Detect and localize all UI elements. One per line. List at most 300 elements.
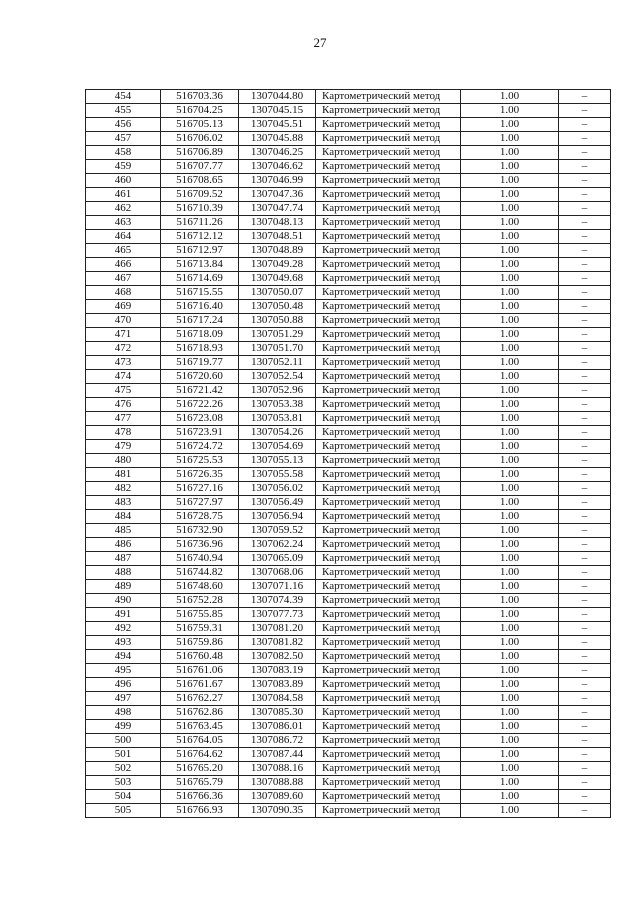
accuracy-cell: 1.00 bbox=[461, 90, 559, 104]
x-coordinate-cell: 516703.36 bbox=[161, 90, 239, 104]
y-coordinate-cell: 1307052.54 bbox=[239, 370, 316, 384]
y-coordinate-cell: 1307048.51 bbox=[239, 230, 316, 244]
point-number-cell: 464 bbox=[86, 230, 161, 244]
accuracy-cell: 1.00 bbox=[461, 482, 559, 496]
point-number-cell: 491 bbox=[86, 608, 161, 622]
y-coordinate-cell: 1307053.38 bbox=[239, 398, 316, 412]
x-coordinate-cell: 516718.09 bbox=[161, 328, 239, 342]
y-coordinate-cell: 1307049.68 bbox=[239, 272, 316, 286]
y-coordinate-cell: 1307083.19 bbox=[239, 664, 316, 678]
y-coordinate-cell: 1307052.11 bbox=[239, 356, 316, 370]
method-cell: Картометрический метод bbox=[316, 552, 461, 566]
note-cell: – bbox=[559, 608, 611, 622]
method-cell: Картометрический метод bbox=[316, 440, 461, 454]
note-cell: – bbox=[559, 524, 611, 538]
accuracy-cell: 1.00 bbox=[461, 664, 559, 678]
point-number-cell: 485 bbox=[86, 524, 161, 538]
point-number-cell: 465 bbox=[86, 244, 161, 258]
method-cell: Картометрический метод bbox=[316, 636, 461, 650]
x-coordinate-cell: 516728.75 bbox=[161, 510, 239, 524]
point-number-cell: 479 bbox=[86, 440, 161, 454]
note-cell: – bbox=[559, 90, 611, 104]
point-number-cell: 490 bbox=[86, 594, 161, 608]
method-cell: Картометрический метод bbox=[316, 510, 461, 524]
y-coordinate-cell: 1307087.44 bbox=[239, 748, 316, 762]
y-coordinate-cell: 1307086.01 bbox=[239, 720, 316, 734]
note-cell: – bbox=[559, 776, 611, 790]
method-cell: Картометрический метод bbox=[316, 230, 461, 244]
note-cell: – bbox=[559, 440, 611, 454]
point-number-cell: 484 bbox=[86, 510, 161, 524]
x-coordinate-cell: 516744.82 bbox=[161, 566, 239, 580]
method-cell: Картометрический метод bbox=[316, 174, 461, 188]
y-coordinate-cell: 1307077.73 bbox=[239, 608, 316, 622]
accuracy-cell: 1.00 bbox=[461, 748, 559, 762]
note-cell: – bbox=[559, 230, 611, 244]
point-number-cell: 459 bbox=[86, 160, 161, 174]
accuracy-cell: 1.00 bbox=[461, 244, 559, 258]
x-coordinate-cell: 516712.97 bbox=[161, 244, 239, 258]
table-row bbox=[86, 146, 611, 160]
point-number-cell: 469 bbox=[86, 300, 161, 314]
method-cell: Картометрический метод bbox=[316, 468, 461, 482]
note-cell: – bbox=[559, 118, 611, 132]
accuracy-cell: 1.00 bbox=[461, 104, 559, 118]
x-coordinate-cell: 516755.85 bbox=[161, 608, 239, 622]
x-coordinate-cell: 516710.39 bbox=[161, 202, 239, 216]
accuracy-cell: 1.00 bbox=[461, 734, 559, 748]
table-row bbox=[86, 524, 611, 538]
table-row bbox=[86, 202, 611, 216]
table-row bbox=[86, 762, 611, 776]
table-row bbox=[86, 216, 611, 230]
table-row bbox=[86, 496, 611, 510]
method-cell: Картометрический метод bbox=[316, 482, 461, 496]
y-coordinate-cell: 1307046.99 bbox=[239, 174, 316, 188]
table-row bbox=[86, 440, 611, 454]
method-cell: Картометрический метод bbox=[316, 538, 461, 552]
y-coordinate-cell: 1307071.16 bbox=[239, 580, 316, 594]
note-cell: – bbox=[559, 622, 611, 636]
accuracy-cell: 1.00 bbox=[461, 496, 559, 510]
table-row bbox=[86, 370, 611, 384]
point-number-cell: 496 bbox=[86, 678, 161, 692]
note-cell: – bbox=[559, 426, 611, 440]
point-number-cell: 466 bbox=[86, 258, 161, 272]
accuracy-cell: 1.00 bbox=[461, 636, 559, 650]
x-coordinate-cell: 516761.67 bbox=[161, 678, 239, 692]
note-cell: – bbox=[559, 146, 611, 160]
method-cell: Картометрический метод bbox=[316, 118, 461, 132]
y-coordinate-cell: 1307047.74 bbox=[239, 202, 316, 216]
method-cell: Картометрический метод bbox=[316, 776, 461, 790]
method-cell: Картометрический метод bbox=[316, 90, 461, 104]
accuracy-cell: 1.00 bbox=[461, 328, 559, 342]
table-row bbox=[86, 594, 611, 608]
table-row bbox=[86, 244, 611, 258]
note-cell: – bbox=[559, 566, 611, 580]
table-row bbox=[86, 664, 611, 678]
point-number-cell: 486 bbox=[86, 538, 161, 552]
accuracy-cell: 1.00 bbox=[461, 384, 559, 398]
y-coordinate-cell: 1307081.82 bbox=[239, 636, 316, 650]
x-coordinate-cell: 516740.94 bbox=[161, 552, 239, 566]
y-coordinate-cell: 1307054.69 bbox=[239, 440, 316, 454]
x-coordinate-cell: 516717.24 bbox=[161, 314, 239, 328]
x-coordinate-cell: 516724.72 bbox=[161, 440, 239, 454]
y-coordinate-cell: 1307056.02 bbox=[239, 482, 316, 496]
point-number-cell: 472 bbox=[86, 342, 161, 356]
method-cell: Картометрический метод bbox=[316, 314, 461, 328]
x-coordinate-cell: 516765.79 bbox=[161, 776, 239, 790]
table-row bbox=[86, 328, 611, 342]
accuracy-cell: 1.00 bbox=[461, 258, 559, 272]
coordinates-table bbox=[85, 89, 611, 818]
table-row bbox=[86, 342, 611, 356]
x-coordinate-cell: 516762.27 bbox=[161, 692, 239, 706]
accuracy-cell: 1.00 bbox=[461, 538, 559, 552]
point-number-cell: 456 bbox=[86, 118, 161, 132]
method-cell: Картометрический метод bbox=[316, 594, 461, 608]
x-coordinate-cell: 516712.12 bbox=[161, 230, 239, 244]
y-coordinate-cell: 1307051.29 bbox=[239, 328, 316, 342]
point-number-cell: 474 bbox=[86, 370, 161, 384]
point-number-cell: 475 bbox=[86, 384, 161, 398]
point-number-cell: 501 bbox=[86, 748, 161, 762]
table-row bbox=[86, 538, 611, 552]
point-number-cell: 473 bbox=[86, 356, 161, 370]
x-coordinate-cell: 516727.16 bbox=[161, 482, 239, 496]
method-cell: Картометрический метод bbox=[316, 342, 461, 356]
y-coordinate-cell: 1307068.06 bbox=[239, 566, 316, 580]
page-number: 27 bbox=[313, 35, 327, 50]
method-cell: Картометрический метод bbox=[316, 160, 461, 174]
accuracy-cell: 1.00 bbox=[461, 314, 559, 328]
table-row bbox=[86, 118, 611, 132]
y-coordinate-cell: 1307086.72 bbox=[239, 734, 316, 748]
table-row bbox=[86, 132, 611, 146]
y-coordinate-cell: 1307085.30 bbox=[239, 706, 316, 720]
table-row bbox=[86, 258, 611, 272]
note-cell: – bbox=[559, 650, 611, 664]
x-coordinate-cell: 516708.65 bbox=[161, 174, 239, 188]
point-number-cell: 487 bbox=[86, 552, 161, 566]
method-cell: Картометрический метод bbox=[316, 650, 461, 664]
note-cell: – bbox=[559, 356, 611, 370]
table-row bbox=[86, 720, 611, 734]
accuracy-cell: 1.00 bbox=[461, 160, 559, 174]
accuracy-cell: 1.00 bbox=[461, 188, 559, 202]
y-coordinate-cell: 1307059.52 bbox=[239, 524, 316, 538]
table-row bbox=[86, 622, 611, 636]
y-coordinate-cell: 1307047.36 bbox=[239, 188, 316, 202]
y-coordinate-cell: 1307083.89 bbox=[239, 678, 316, 692]
x-coordinate-cell: 516766.36 bbox=[161, 790, 239, 804]
y-coordinate-cell: 1307081.20 bbox=[239, 622, 316, 636]
point-number-cell: 498 bbox=[86, 706, 161, 720]
x-coordinate-cell: 516707.77 bbox=[161, 160, 239, 174]
method-cell: Картометрический метод bbox=[316, 580, 461, 594]
x-coordinate-cell: 516704.25 bbox=[161, 104, 239, 118]
table-row bbox=[86, 188, 611, 202]
y-coordinate-cell: 1307065.09 bbox=[239, 552, 316, 566]
table-row bbox=[86, 608, 611, 622]
accuracy-cell: 1.00 bbox=[461, 692, 559, 706]
accuracy-cell: 1.00 bbox=[461, 608, 559, 622]
note-cell: – bbox=[559, 552, 611, 566]
note-cell: – bbox=[559, 258, 611, 272]
x-coordinate-cell: 516761.06 bbox=[161, 664, 239, 678]
point-number-cell: 455 bbox=[86, 104, 161, 118]
x-coordinate-cell: 516732.90 bbox=[161, 524, 239, 538]
method-cell: Картометрический метод bbox=[316, 706, 461, 720]
note-cell: – bbox=[559, 412, 611, 426]
point-number-cell: 454 bbox=[86, 90, 161, 104]
y-coordinate-cell: 1307053.81 bbox=[239, 412, 316, 426]
table-row bbox=[86, 230, 611, 244]
note-cell: – bbox=[559, 188, 611, 202]
accuracy-cell: 1.00 bbox=[461, 412, 559, 426]
y-coordinate-cell: 1307048.13 bbox=[239, 216, 316, 230]
method-cell: Картометрический метод bbox=[316, 398, 461, 412]
method-cell: Картометрический метод bbox=[316, 216, 461, 230]
x-coordinate-cell: 516714.69 bbox=[161, 272, 239, 286]
accuracy-cell: 1.00 bbox=[461, 580, 559, 594]
point-number-cell: 503 bbox=[86, 776, 161, 790]
note-cell: – bbox=[559, 328, 611, 342]
point-number-cell: 505 bbox=[86, 804, 161, 818]
method-cell: Картометрический метод bbox=[316, 286, 461, 300]
note-cell: – bbox=[559, 538, 611, 552]
note-cell: – bbox=[559, 748, 611, 762]
table-row bbox=[86, 650, 611, 664]
method-cell: Картометрический метод bbox=[316, 244, 461, 258]
note-cell: – bbox=[559, 510, 611, 524]
point-number-cell: 460 bbox=[86, 174, 161, 188]
method-cell: Картометрический метод bbox=[316, 188, 461, 202]
method-cell: Картометрический метод bbox=[316, 328, 461, 342]
note-cell: – bbox=[559, 454, 611, 468]
accuracy-cell: 1.00 bbox=[461, 230, 559, 244]
note-cell: – bbox=[559, 174, 611, 188]
point-number-cell: 504 bbox=[86, 790, 161, 804]
note-cell: – bbox=[559, 370, 611, 384]
y-coordinate-cell: 1307074.39 bbox=[239, 594, 316, 608]
note-cell: – bbox=[559, 482, 611, 496]
table-row bbox=[86, 748, 611, 762]
method-cell: Картометрический метод bbox=[316, 146, 461, 160]
method-cell: Картометрический метод bbox=[316, 720, 461, 734]
accuracy-cell: 1.00 bbox=[461, 118, 559, 132]
x-coordinate-cell: 516718.93 bbox=[161, 342, 239, 356]
point-number-cell: 483 bbox=[86, 496, 161, 510]
x-coordinate-cell: 516764.05 bbox=[161, 734, 239, 748]
method-cell: Картометрический метод bbox=[316, 272, 461, 286]
note-cell: – bbox=[559, 678, 611, 692]
table-row bbox=[86, 384, 611, 398]
point-number-cell: 499 bbox=[86, 720, 161, 734]
x-coordinate-cell: 516763.45 bbox=[161, 720, 239, 734]
y-coordinate-cell: 1307082.50 bbox=[239, 650, 316, 664]
table-row bbox=[86, 482, 611, 496]
point-number-cell: 470 bbox=[86, 314, 161, 328]
point-number-cell: 492 bbox=[86, 622, 161, 636]
note-cell: – bbox=[559, 720, 611, 734]
point-number-cell: 488 bbox=[86, 566, 161, 580]
accuracy-cell: 1.00 bbox=[461, 398, 559, 412]
point-number-cell: 489 bbox=[86, 580, 161, 594]
x-coordinate-cell: 516736.96 bbox=[161, 538, 239, 552]
accuracy-cell: 1.00 bbox=[461, 594, 559, 608]
note-cell: – bbox=[559, 314, 611, 328]
table-row bbox=[86, 90, 611, 104]
y-coordinate-cell: 1307055.13 bbox=[239, 454, 316, 468]
accuracy-cell: 1.00 bbox=[461, 804, 559, 818]
accuracy-cell: 1.00 bbox=[461, 650, 559, 664]
accuracy-cell: 1.00 bbox=[461, 440, 559, 454]
point-number-cell: 467 bbox=[86, 272, 161, 286]
point-number-cell: 471 bbox=[86, 328, 161, 342]
x-coordinate-cell: 516766.93 bbox=[161, 804, 239, 818]
y-coordinate-cell: 1307050.88 bbox=[239, 314, 316, 328]
table-row bbox=[86, 160, 611, 174]
note-cell: – bbox=[559, 272, 611, 286]
accuracy-cell: 1.00 bbox=[461, 202, 559, 216]
note-cell: – bbox=[559, 398, 611, 412]
method-cell: Картометрический метод bbox=[316, 454, 461, 468]
table-row bbox=[86, 692, 611, 706]
point-number-cell: 476 bbox=[86, 398, 161, 412]
table-row bbox=[86, 580, 611, 594]
y-coordinate-cell: 1307056.49 bbox=[239, 496, 316, 510]
table-row bbox=[86, 776, 611, 790]
x-coordinate-cell: 516726.35 bbox=[161, 468, 239, 482]
note-cell: – bbox=[559, 664, 611, 678]
x-coordinate-cell: 516760.48 bbox=[161, 650, 239, 664]
point-number-cell: 463 bbox=[86, 216, 161, 230]
x-coordinate-cell: 516762.86 bbox=[161, 706, 239, 720]
y-coordinate-cell: 1307050.07 bbox=[239, 286, 316, 300]
x-coordinate-cell: 516711.26 bbox=[161, 216, 239, 230]
method-cell: Картометрический метод bbox=[316, 356, 461, 370]
x-coordinate-cell: 516715.55 bbox=[161, 286, 239, 300]
table-row bbox=[86, 706, 611, 720]
coordinates-table-body bbox=[86, 90, 611, 818]
note-cell: – bbox=[559, 762, 611, 776]
accuracy-cell: 1.00 bbox=[461, 272, 559, 286]
accuracy-cell: 1.00 bbox=[461, 524, 559, 538]
point-number-cell: 477 bbox=[86, 412, 161, 426]
method-cell: Картометрический метод bbox=[316, 300, 461, 314]
note-cell: – bbox=[559, 804, 611, 818]
accuracy-cell: 1.00 bbox=[461, 454, 559, 468]
note-cell: – bbox=[559, 104, 611, 118]
table-row bbox=[86, 286, 611, 300]
note-cell: – bbox=[559, 734, 611, 748]
x-coordinate-cell: 516727.97 bbox=[161, 496, 239, 510]
note-cell: – bbox=[559, 790, 611, 804]
note-cell: – bbox=[559, 594, 611, 608]
table-row bbox=[86, 804, 611, 818]
x-coordinate-cell: 516759.31 bbox=[161, 622, 239, 636]
accuracy-cell: 1.00 bbox=[461, 510, 559, 524]
point-number-cell: 468 bbox=[86, 286, 161, 300]
x-coordinate-cell: 516716.40 bbox=[161, 300, 239, 314]
table-row bbox=[86, 510, 611, 524]
accuracy-cell: 1.00 bbox=[461, 300, 559, 314]
y-coordinate-cell: 1307054.26 bbox=[239, 426, 316, 440]
note-cell: – bbox=[559, 244, 611, 258]
accuracy-cell: 1.00 bbox=[461, 216, 559, 230]
x-coordinate-cell: 516765.20 bbox=[161, 762, 239, 776]
table-row bbox=[86, 426, 611, 440]
accuracy-cell: 1.00 bbox=[461, 552, 559, 566]
x-coordinate-cell: 516705.13 bbox=[161, 118, 239, 132]
table-row bbox=[86, 314, 611, 328]
table-row bbox=[86, 734, 611, 748]
x-coordinate-cell: 516709.52 bbox=[161, 188, 239, 202]
x-coordinate-cell: 516764.62 bbox=[161, 748, 239, 762]
method-cell: Картометрический метод bbox=[316, 748, 461, 762]
x-coordinate-cell: 516723.08 bbox=[161, 412, 239, 426]
point-number-cell: 482 bbox=[86, 482, 161, 496]
y-coordinate-cell: 1307046.25 bbox=[239, 146, 316, 160]
accuracy-cell: 1.00 bbox=[461, 622, 559, 636]
note-cell: – bbox=[559, 706, 611, 720]
method-cell: Картометрический метод bbox=[316, 412, 461, 426]
y-coordinate-cell: 1307048.89 bbox=[239, 244, 316, 258]
table-row bbox=[86, 566, 611, 580]
accuracy-cell: 1.00 bbox=[461, 146, 559, 160]
accuracy-cell: 1.00 bbox=[461, 790, 559, 804]
method-cell: Картометрический метод bbox=[316, 104, 461, 118]
y-coordinate-cell: 1307088.88 bbox=[239, 776, 316, 790]
note-cell: – bbox=[559, 692, 611, 706]
x-coordinate-cell: 516713.84 bbox=[161, 258, 239, 272]
x-coordinate-cell: 516719.77 bbox=[161, 356, 239, 370]
table-row bbox=[86, 412, 611, 426]
table-row bbox=[86, 398, 611, 412]
y-coordinate-cell: 1307055.58 bbox=[239, 468, 316, 482]
method-cell: Картометрический метод bbox=[316, 692, 461, 706]
table-row bbox=[86, 552, 611, 566]
accuracy-cell: 1.00 bbox=[461, 286, 559, 300]
table-row bbox=[86, 678, 611, 692]
accuracy-cell: 1.00 bbox=[461, 356, 559, 370]
method-cell: Картометрический метод bbox=[316, 804, 461, 818]
method-cell: Картометрический метод bbox=[316, 496, 461, 510]
method-cell: Картометрический метод bbox=[316, 132, 461, 146]
method-cell: Картометрический метод bbox=[316, 566, 461, 580]
method-cell: Картометрический метод bbox=[316, 734, 461, 748]
accuracy-cell: 1.00 bbox=[461, 776, 559, 790]
point-number-cell: 457 bbox=[86, 132, 161, 146]
x-coordinate-cell: 516720.60 bbox=[161, 370, 239, 384]
note-cell: – bbox=[559, 384, 611, 398]
accuracy-cell: 1.00 bbox=[461, 566, 559, 580]
accuracy-cell: 1.00 bbox=[461, 132, 559, 146]
x-coordinate-cell: 516752.28 bbox=[161, 594, 239, 608]
point-number-cell: 481 bbox=[86, 468, 161, 482]
note-cell: – bbox=[559, 202, 611, 216]
accuracy-cell: 1.00 bbox=[461, 678, 559, 692]
method-cell: Картометрический метод bbox=[316, 762, 461, 776]
note-cell: – bbox=[559, 300, 611, 314]
table-row bbox=[86, 174, 611, 188]
note-cell: – bbox=[559, 468, 611, 482]
x-coordinate-cell: 516725.53 bbox=[161, 454, 239, 468]
note-cell: – bbox=[559, 580, 611, 594]
